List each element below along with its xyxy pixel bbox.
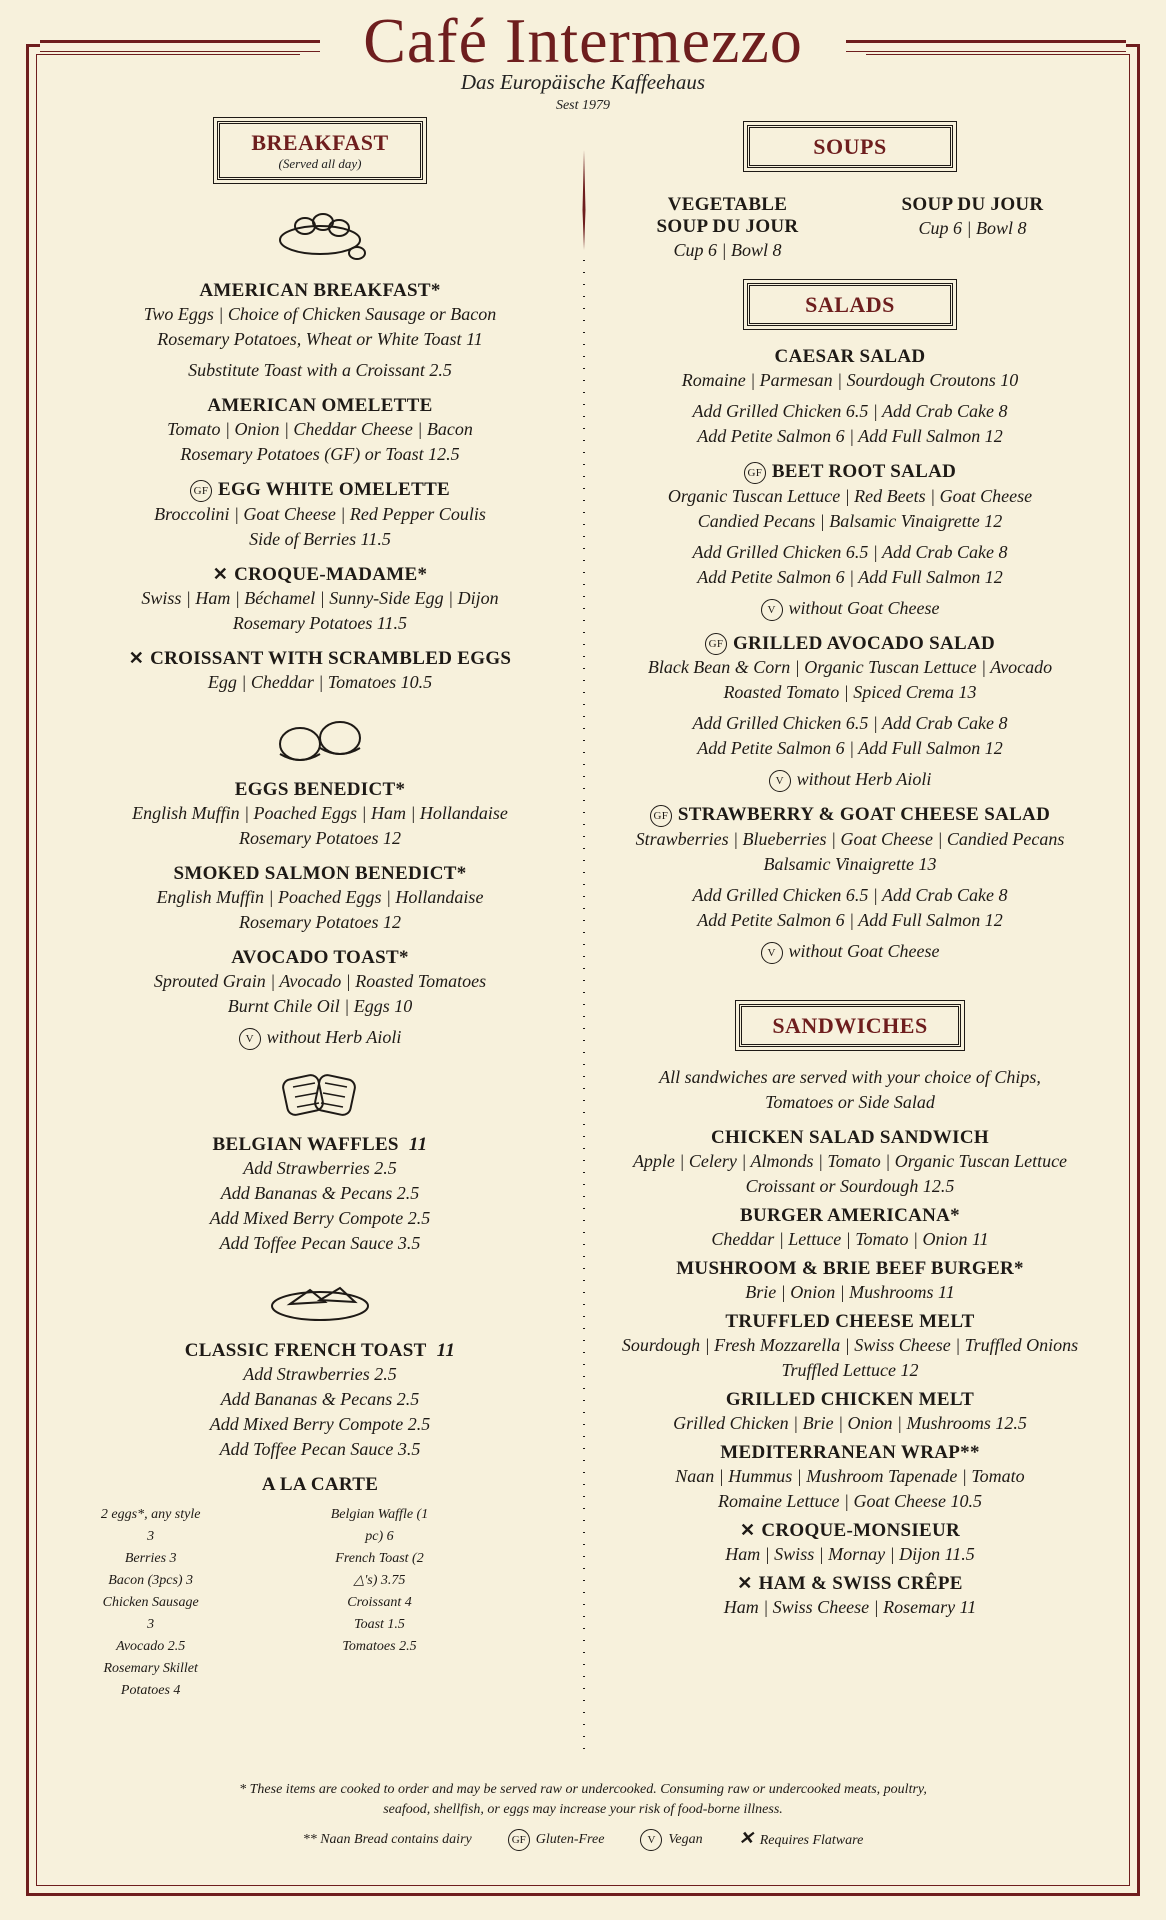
alacarte-item: Berries 3 (124, 1550, 177, 1566)
menu-item-mushroom-brie-burger (605, 1258, 1095, 1305)
menu-item-croque-monsieur (605, 1520, 1095, 1567)
item-desc: Roasted Tomato | Spiced Crema 13 (723, 682, 977, 703)
menu-item-croque-madame (100, 564, 540, 636)
item-desc: Candied Pecans | Balsamic Vinaigrette 12 (697, 510, 1003, 531)
item-desc: Naan | Hummus | Mushroom Tapenade | Tomato (675, 1465, 1025, 1486)
menu-item-mediterranean-wrap (605, 1442, 1095, 1514)
item-addon: Add Grilled Chicken 6.5 | Add Crab Cake 8 (692, 884, 1008, 905)
soups-list (605, 194, 1095, 263)
item-price: Cup 6 | Bowl 8 (918, 218, 1027, 238)
item-name: AMERICAN OMELETTE (207, 395, 433, 416)
item-desc: Romaine | Parmesan | Sourdough Croutons 10 (681, 370, 1019, 390)
item-name-row (100, 648, 540, 670)
alacarte-item: Chicken Sausage 3 (102, 1594, 199, 1632)
item-desc: Croissant or Sourdough 12.5 (745, 1175, 955, 1196)
item-price: Cup 6 | Bowl 8 (673, 240, 782, 260)
item-name-row (100, 1134, 540, 1156)
menu-item-ham-swiss-crepe (605, 1573, 1095, 1620)
legend-flatware-label: Requires Flatware (759, 1833, 864, 1848)
gluten-free-icon: GF (650, 805, 672, 827)
disclaimer-line: seafood, shellfish, or eggs may increase your risk of food-borne illness. (383, 1802, 783, 1817)
item-desc: Rosemary Potatoes 12 (239, 827, 401, 848)
item-price: 11 (436, 1339, 456, 1361)
alacarte-item: Avocado 2.5 (116, 1638, 186, 1654)
item-name: BEET ROOT SALAD (771, 461, 957, 482)
item-desc: Rosemary Potatoes (GF) or Toast 12.5 (180, 444, 460, 464)
gluten-free-icon: GF (705, 633, 727, 655)
flatware-icon: ✕ (739, 1519, 756, 1540)
item-name-row (100, 1340, 540, 1362)
item-name: BURGER AMERICANA* (740, 1204, 960, 1226)
item-desc: Add Bananas & Pecans 2.5 (220, 1182, 420, 1203)
item-name: EGG WHITE OMELETTE (217, 479, 451, 500)
alacarte-list (100, 1504, 540, 1702)
alacarte-title: A LA CARTE (261, 1473, 379, 1495)
brand-subtitle: Das Europäische Kaffeehaus (460, 70, 706, 94)
menu-item-american-omelette (100, 395, 540, 467)
item-name: CHICKEN SALAD SANDWICH (711, 1126, 989, 1148)
item-name-row (100, 479, 540, 502)
gluten-free-icon: GF (190, 480, 212, 502)
menu-item-french-toast (100, 1340, 540, 1462)
menu-item-avocado-toast (100, 947, 540, 1050)
item-name: STRAWBERRY & GOAT CHEESE SALAD (677, 804, 1051, 826)
item-desc: Burnt Chile Oil | Eggs 10 (227, 995, 413, 1016)
item-desc: Rosemary Potatoes 12 (239, 911, 401, 932)
item-desc: Add Bananas & Pecans 2.5 (220, 1388, 420, 1409)
right-column (605, 115, 1095, 1620)
item-name-row (605, 804, 1095, 827)
item-desc: Add Toffee Pecan Sauce 3.5 (219, 1232, 421, 1253)
item-desc: Balsamic Vinaigrette 13 (763, 853, 937, 874)
item-name-row (605, 1573, 1095, 1595)
breakfast-note: (Served all day) (278, 156, 362, 171)
alacarte-item: Toast 1.5 (354, 1616, 405, 1632)
item-desc: English Muffin | Poached Eggs | Ham | Hollandaise (132, 802, 508, 823)
item-desc: Truffled Lettuce 12 (781, 1359, 919, 1380)
item-desc: Tomato | Onion | Cheddar Cheese | Bacon (167, 419, 473, 439)
item-name-row (100, 564, 540, 586)
menu-item-american-breakfast (100, 280, 540, 383)
item-desc: Cheddar | Lettuce | Tomato | Onion 11 (711, 1228, 989, 1249)
item-addon: Add Petite Salmon 6 | Add Full Salmon 12 (697, 566, 1003, 587)
item-name: BELGIAN WAFFLES (212, 1133, 399, 1155)
item-desc: Two Eggs | Choice of Chicken Sausage or Bacon (143, 304, 497, 324)
item-desc: Rosemary Potatoes 11.5 (232, 612, 408, 633)
item-name: AVOCADO TOAST* (231, 946, 409, 968)
menu-item-burger-americana (605, 1205, 1095, 1252)
french-toast-icon (265, 1266, 375, 1336)
item-desc: Add Toffee Pecan Sauce 3.5 (219, 1438, 421, 1459)
brand-est: Sest 1979 (555, 98, 611, 113)
item-extra: Substitute Toast with a Croissant 2.5 (188, 360, 452, 380)
alacarte-item: French Toast (2 △'s) 3.75 (335, 1550, 424, 1588)
legend-gf (508, 1829, 605, 1851)
alacarte-item: 2 eggs*, any style 3 (100, 1506, 201, 1544)
menu-item-vegetable-soup (657, 194, 799, 263)
egg-basket-icon (265, 198, 375, 268)
item-price: 11 (408, 1133, 428, 1155)
salads-header (747, 283, 953, 326)
legend-vegan (640, 1829, 702, 1851)
alacarte-left (100, 1504, 311, 1702)
item-name: CLASSIC FRENCH TOAST (184, 1339, 427, 1361)
sandwiches-title: SANDWICHES (772, 1012, 928, 1038)
top-rule-left (40, 40, 320, 52)
menu-item-chicken-salad-sandwich (605, 1127, 1095, 1199)
menu-item-soup-du-jour (902, 194, 1044, 263)
item-name: EGGS BENEDICT* (234, 778, 406, 800)
item-addon: Add Petite Salmon 6 | Add Full Salmon 12 (697, 738, 1003, 759)
item-desc: Egg | Cheddar | Tomatoes 10.5 (207, 671, 433, 692)
item-desc: Add Mixed Berry Compote 2.5 (209, 1207, 431, 1228)
menu-item-smoked-salmon-benedict (100, 863, 540, 935)
disclaimer-line: * These items are cooked to order and may be served raw or undercooked. Consuming raw or undercooked meats, poultry, (239, 1782, 927, 1797)
brand-title: Café Intermezzo (363, 5, 803, 76)
item-desc: Ham | Swiss Cheese | Rosemary 11 (723, 1596, 977, 1617)
item-desc: Broccolini | Goat Cheese | Red Pepper Coulis (154, 503, 486, 524)
item-name: CAESAR SALAD (774, 346, 926, 367)
alacarte-item: Croissant 4 (347, 1594, 412, 1610)
menu-item-beet-root-salad (605, 461, 1095, 621)
item-desc: Add Strawberries 2.5 (243, 1363, 397, 1384)
item-name: SOUP DU JOUR (656, 216, 799, 237)
column-divider (582, 150, 586, 1750)
item-vegan-row (605, 596, 1095, 621)
item-name: SMOKED SALMON BENEDICT* (173, 862, 467, 884)
item-vegan-note: without Goat Cheese (788, 597, 940, 618)
item-desc: English Muffin | Poached Eggs | Hollandaise (156, 886, 484, 907)
sandwiches-note: All sandwiches are served with your choice of Chips, (659, 1066, 1041, 1087)
item-addon: Add Grilled Chicken 6.5 | Add Crab Cake 8 (692, 541, 1008, 562)
menu-item-strawberry-salad (605, 804, 1095, 964)
flatware-icon: ✕ (738, 1828, 754, 1848)
item-desc: Sprouted Grain | Avocado | Roasted Tomatoes (153, 970, 487, 991)
item-name-row (605, 1520, 1095, 1542)
item-name: GRILLED CHICKEN MELT (725, 1388, 975, 1410)
flatware-icon: ✕ (212, 563, 229, 584)
breakfast-column (100, 115, 540, 1702)
item-desc: Apple | Celery | Almonds | Tomato | Organic Tuscan Lettuce (632, 1150, 1068, 1171)
legend-gf-label: Gluten-Free (535, 1831, 605, 1847)
item-name: MUSHROOM & BRIE BEEF BURGER* (676, 1257, 1024, 1279)
item-vegan-note: without Herb Aioli (796, 769, 932, 790)
alacarte-section (100, 1474, 540, 1702)
eggs-benedict-icon (265, 705, 375, 775)
sandwiches-header (739, 1004, 960, 1047)
vegan-icon: V (761, 942, 783, 964)
item-desc: Romaine Lettuce | Goat Cheese 10.5 (718, 1490, 982, 1511)
legend-flatware (739, 1828, 864, 1851)
item-name: VEGETABLE (667, 194, 788, 215)
soups-title: SOUPS (813, 134, 887, 159)
item-desc: Ham | Swiss | Mornay | Dijon 11.5 (725, 1543, 975, 1564)
item-desc: Organic Tuscan Lettuce | Red Beets | Goat Cheese (667, 485, 1033, 506)
item-name: TRUFFLED CHEESE MELT (725, 1310, 975, 1332)
gluten-free-icon: GF (508, 1829, 530, 1851)
item-desc: Rosemary Potatoes, Wheat or White Toast 11 (157, 329, 483, 349)
vegan-icon: V (761, 599, 783, 621)
sandwiches-note: Tomatoes or Side Salad (765, 1091, 935, 1112)
alacarte-item: Bacon (3pcs) 3 (108, 1572, 194, 1588)
legend-vegan-label: Vegan (668, 1831, 703, 1847)
item-desc: Strawberries | Blueberries | Goat Cheese | Candied Pecans (635, 828, 1065, 849)
menu-item-egg-white-omelette (100, 479, 540, 552)
footer (80, 1780, 1086, 1851)
item-name-row (605, 461, 1095, 484)
item-extra: without Herb Aioli (266, 1026, 402, 1047)
menu-item-grilled-chicken-melt (605, 1389, 1095, 1436)
item-addon: Add Petite Salmon 6 | Add Full Salmon 12 (697, 909, 1003, 930)
item-desc: Add Mixed Berry Compote 2.5 (209, 1413, 431, 1434)
item-name-row (605, 633, 1095, 656)
item-vegan-note: without Goat Cheese (788, 940, 940, 961)
menu-item-caesar-salad (605, 346, 1095, 449)
soups-header (747, 125, 953, 168)
flatware-icon: ✕ (128, 647, 145, 668)
legend (80, 1828, 1086, 1851)
item-desc: Sourdough | Fresh Mozzarella | Swiss Cheese | Truffled Onions (621, 1334, 1079, 1355)
item-name: SOUP DU JOUR (901, 194, 1044, 215)
menu-item-croissant-eggs (100, 648, 540, 695)
menu-item-truffled-cheese-melt (605, 1311, 1095, 1383)
item-desc: Grilled Chicken | Brie | Onion | Mushrooms 12.5 (673, 1412, 1027, 1433)
item-name: CROISSANT WITH SCRAMBLED EGGS (150, 647, 512, 669)
item-vegan-row (605, 767, 1095, 792)
item-name: CROQUE-MONSIEUR (761, 1519, 961, 1541)
gluten-free-icon: GF (744, 462, 766, 484)
item-addon: Add Grilled Chicken 6.5 | Add Crab Cake 8 (692, 713, 1008, 734)
item-desc: Swiss | Ham | Béchamel | Sunny-Side Egg | Dijon (141, 587, 499, 608)
alacarte-item: Rosemary Skillet Potatoes 4 (103, 1660, 198, 1698)
top-rule-right (846, 40, 1126, 52)
item-extra-row (100, 1025, 540, 1050)
item-name: MEDITERRANEAN WRAP** (720, 1441, 980, 1463)
item-addon: Add Petite Salmon 6 | Add Full Salmon 12 (697, 426, 1003, 446)
item-desc: Black Bean & Corn | Organic Tuscan Lettuce | Avocado (647, 657, 1053, 678)
vegan-icon: V (769, 770, 791, 792)
salads-title: SALADS (805, 292, 895, 317)
item-name: GRILLED AVOCADO SALAD (732, 632, 996, 654)
flatware-icon: ✕ (737, 1572, 753, 1593)
menu-item-grilled-avocado-salad (605, 633, 1095, 793)
vegan-icon: V (640, 1829, 662, 1851)
alacarte-right (329, 1504, 540, 1702)
item-name: HAM & SWISS CRÊPE (758, 1572, 963, 1594)
item-desc: Side of Berries 11.5 (249, 528, 391, 549)
item-addon: Add Grilled Chicken 6.5 | Add Crab Cake 8 (692, 401, 1008, 421)
item-name: AMERICAN BREAKFAST* (199, 280, 441, 301)
naan-note: ** Naan Bread contains dairy (302, 1831, 472, 1847)
item-name: CROQUE-MADAME* (234, 563, 428, 585)
alacarte-item: Tomatoes 2.5 (342, 1638, 417, 1654)
vegan-icon: V (239, 1028, 261, 1050)
breakfast-header (217, 121, 423, 180)
waffle-icon (275, 1060, 365, 1130)
item-desc: Add Strawberries 2.5 (243, 1157, 397, 1178)
menu-item-belgian-waffles (100, 1134, 540, 1256)
breakfast-title: BREAKFAST (251, 130, 389, 155)
item-vegan-row (605, 939, 1095, 964)
alacarte-item: Belgian Waffle (1 pc) 6 (330, 1506, 429, 1544)
item-desc: Brie | Onion | Mushrooms 11 (745, 1281, 955, 1302)
menu-item-eggs-benedict (100, 779, 540, 851)
